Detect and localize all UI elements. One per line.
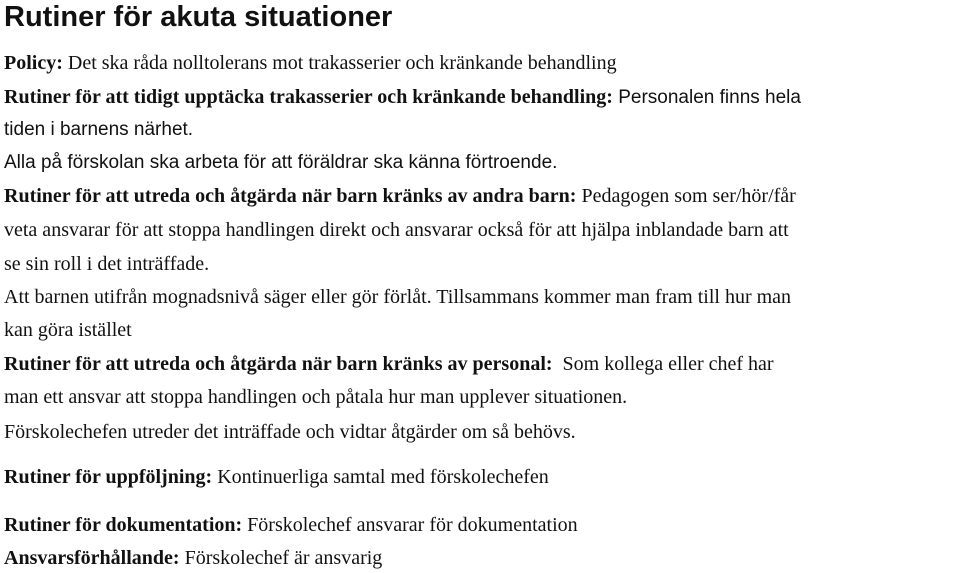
staff-offense-text-1: Som kollega eller chef har [552, 353, 774, 375]
child-offense-line-4: Att barnen utifrån mognadsnivå säger eller gör förlåt. Tillsammans kommer man fram till hur man [4, 286, 792, 308]
child-offense-label: Rutiner för att utreda och åtgärda när barn kränks av andra barn: [4, 185, 577, 207]
policy-line [4, 51, 617, 75]
staff-offense-line-3: Förskolechefen utreder det inträffade och vidtar åtgärder om så behövs. [4, 421, 576, 443]
staff-offense-line-1 [4, 352, 774, 376]
follow-up-label: Rutiner för uppföljning: [4, 466, 213, 488]
follow-up-text: Kontinuerliga samtal med förskolechefen [212, 466, 549, 488]
responsibility-text: Förskolechef är ansvarig [179, 547, 383, 569]
early-detection-line-2: tiden i barnens närhet. [4, 119, 194, 140]
documentation-label: Rutiner för dokumentation: [4, 514, 243, 536]
child-offense-line-2: veta ansvarar för att stoppa handlingen direkt och ansvarar också för att hjälpa inblandade barn att [4, 219, 789, 241]
responsibility-line [4, 546, 382, 570]
child-offense-line-5: kan göra istället [4, 319, 132, 341]
policy-label: Policy: [4, 52, 63, 74]
documentation-line [4, 513, 578, 537]
policy-text: Det ska råda nolltolerans mot trakasserier och kränkande behandling [62, 52, 617, 74]
staff-offense-line-2: man ett ansvar att stoppa handlingen och påtala hur man upplever situationen. [4, 386, 628, 408]
documentation-text: Förskolechef ansvarar för dokumentation [242, 514, 578, 536]
staff-offense-label: Rutiner för att utreda och åtgärda när barn kränks av personal: [4, 353, 553, 375]
responsibility-label: Ansvarsförhållande: [4, 547, 180, 569]
child-offense-line-1 [4, 184, 796, 208]
child-offense-line-3: se sin roll i det inträffade. [4, 253, 210, 275]
early-detection-label: Rutiner för att tidigt upptäcka trakasserier och kränkande behandling: [4, 86, 613, 108]
early-detection-line-3: Alla på förskolan ska arbeta för att föräldrar ska känna förtroende. [4, 152, 558, 173]
follow-up-line [4, 465, 549, 489]
early-detection-text-1: Personalen finns hela [612, 87, 801, 108]
early-detection-line-1 [4, 85, 801, 110]
child-offense-text-1: Pedagogen som ser/hör/får [576, 185, 796, 207]
page-title: Rutiner för akuta situationer [4, 1, 393, 33]
